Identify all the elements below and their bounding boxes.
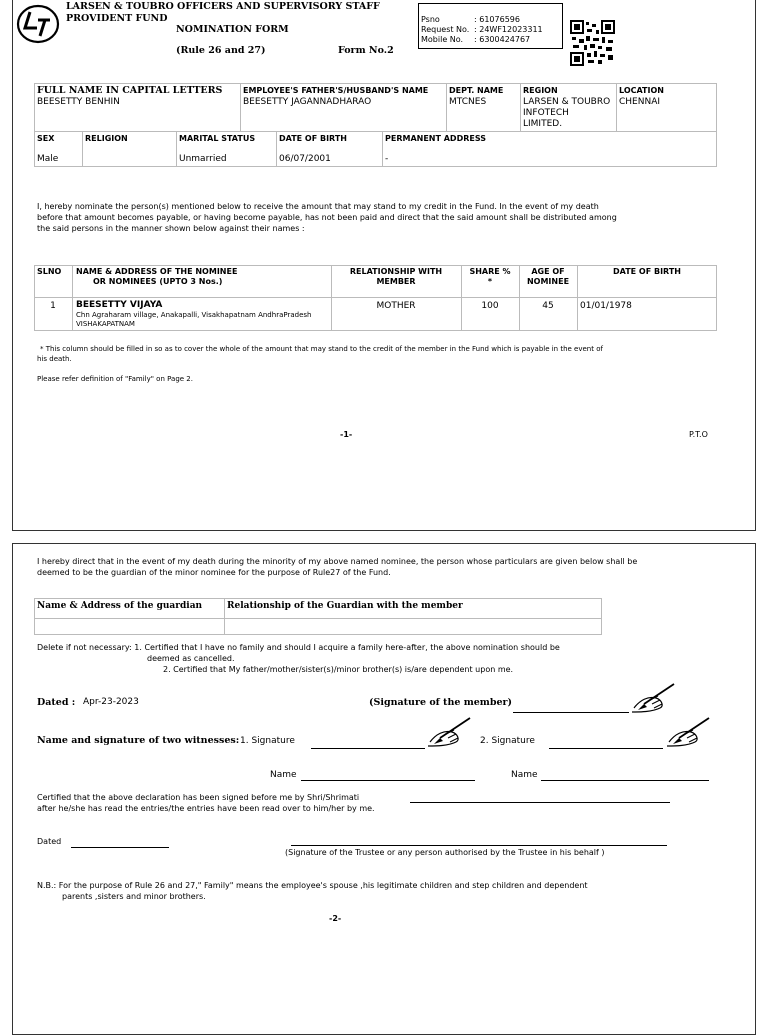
witness1-name-label: Name — [270, 770, 297, 780]
col-divider — [276, 131, 277, 167]
signature-pen-icon — [665, 716, 711, 748]
pto-label: P.T.O — [689, 430, 708, 439]
col-divider — [616, 83, 617, 131]
trustee-signature-line — [291, 845, 667, 846]
col-header-share-line2: * — [487, 277, 493, 286]
org-name-line1: LARSEN & TOUBRO OFFICERS AND SUPERVISORY STAFF — [66, 1, 380, 12]
request-label: Request No. — [421, 25, 470, 34]
page-number-1: -1- — [340, 430, 353, 439]
signature-pen-icon — [426, 716, 472, 748]
form-title: NOMINATION FORM — [176, 24, 289, 35]
religion-label: RELIGION — [85, 134, 128, 143]
witness2-name-label: Name — [511, 770, 538, 780]
nominee-address-line2: VISHAKAPATNAM — [76, 320, 135, 328]
col-header-age-line2: NOMINEE — [526, 277, 570, 286]
certification-line2: after he/she has read the entries/the entries have been read over to him/her by me. — [37, 804, 375, 813]
nb-note-line1: N.B.: For the purpose of Rule 26 and 27," Family" means the employee's spouse ,his legitimate children and step children and dependent — [37, 881, 588, 890]
marital-status-value: Unmarried — [179, 154, 227, 164]
declaration-line1: I, hereby nominate the person(s) mentioned below to receive the amount that may stand to my credit in the Fund. In the event of my death — [37, 202, 599, 211]
star-note-line1: * This column should be filled in so as to cover the whole of the amount that may stand to the credit of the member in the Fund which is payable in the event of — [40, 345, 603, 353]
row-divider — [34, 297, 717, 298]
row-divider — [34, 618, 602, 619]
region-line1: LARSEN & TOUBRO — [523, 97, 611, 107]
region-label: REGION — [523, 86, 558, 95]
col-header-name-line1: NAME & ADDRESS OF THE NOMINEE — [76, 267, 238, 276]
witness2-signature-line — [549, 748, 663, 749]
col-header-age-line1: AGE OF — [531, 267, 565, 276]
declaration-line2: before that amount becomes payable, or having become payable, has not been paid and direct that the said amount shall be distributed among — [37, 213, 617, 222]
nominee-dob: 01/01/1978 — [580, 301, 632, 311]
star-note-line2: his death. — [37, 355, 72, 363]
guardian-direction-line2: deemed to be the guardian of the minor nominee for the purpose of Rule27 of the Fund. — [37, 568, 391, 577]
dated2-line — [71, 847, 169, 848]
certification-name-line — [410, 802, 670, 803]
request-value: : 24WF12023311 — [474, 25, 543, 34]
location-label: LOCATION — [619, 86, 664, 95]
col-header-relationship-line2: MEMBER — [376, 277, 416, 286]
page-number-2: -2- — [329, 914, 342, 923]
mobile-value: : 6300424767 — [474, 35, 531, 44]
col-divider — [176, 131, 177, 167]
nominee-address-line1: Chn Agraharam village, Anakapalli, Visakhapatnam AndhraPradesh — [76, 311, 312, 319]
sex-value: Male — [37, 154, 59, 164]
full-name-label: FULL NAME IN CAPITAL LETTERS — [37, 85, 223, 96]
delete-note-line1: Delete if not necessary: 1. Certified that I have no family and should I acquire a family here-after, the above nomination should be — [37, 643, 560, 652]
location-value: CHENNAI — [619, 97, 661, 107]
nominee-slno: 1 — [50, 301, 56, 311]
mobile-label: Mobile No. — [421, 35, 464, 44]
qr-code-icon — [570, 20, 615, 66]
nb-note-line2: parents ,sisters and minor brothers. — [62, 892, 206, 901]
declaration-line3: the said persons in the manner shown below against their names : — [37, 224, 305, 233]
guardian-name-header: Name & Address of the guardian — [37, 601, 203, 611]
delete-note-line2: deemed as cancelled. — [147, 654, 235, 663]
region-line3: LIMITED. — [523, 119, 563, 129]
nominee-name: BEESETTY VIJAYA — [76, 300, 163, 310]
lt-logo — [16, 4, 60, 44]
address-label: PERMANENT ADDRESS — [385, 134, 486, 143]
col-header-relationship-line1: RELATIONSHIP WITH — [349, 267, 443, 276]
witness2-signature-label: 2. Signature — [480, 736, 535, 746]
rule-reference: (Rule 26 and 27) — [176, 45, 266, 56]
witnesses-label: Name and signature of two witnesses: — [37, 735, 240, 746]
witness1-name-line — [301, 780, 475, 781]
witness1-signature-label: 1. Signature — [240, 736, 295, 746]
nominee-share: 100 — [481, 301, 499, 311]
col-header-dob: DATE OF BIRTH — [613, 267, 681, 276]
col-divider — [240, 83, 241, 131]
col-divider — [520, 83, 521, 131]
dept-label: DEPT. NAME — [449, 86, 504, 95]
col-header-slno: SLNO — [37, 267, 62, 276]
dob-label: DATE OF BIRTH — [279, 134, 347, 143]
address-value: - — [385, 154, 389, 164]
guardian-direction-line1: I hereby direct that in the event of my death during the minority of my above named nominee, the person whose particulars are given below shall be — [37, 557, 638, 566]
dated-label: Dated : — [37, 697, 76, 708]
trustee-signature-label: (Signature of the Trustee or any person authorised by the Trustee in his behalf ) — [285, 848, 605, 857]
col-divider — [72, 265, 73, 331]
nominee-relationship: MOTHER — [376, 301, 416, 311]
signature-pen-icon — [630, 682, 676, 714]
nominee-age: 45 — [542, 301, 554, 311]
org-name-line2: PROVIDENT FUND — [66, 13, 168, 24]
col-header-name-line2: OR NOMINEES (UPTO 3 Nos.) — [93, 277, 223, 286]
father-name-label: EMPLOYEE'S FATHER'S/HUSBAND'S NAME — [243, 86, 429, 95]
father-name-value: BEESETTY JAGANNADHARAO — [243, 97, 372, 107]
marital-status-label: MARITAL STATUS — [179, 134, 256, 143]
col-divider — [224, 598, 225, 635]
witness1-signature-line — [311, 748, 425, 749]
col-divider — [446, 83, 447, 131]
full-name-value: BEESETTY BENHIN — [37, 97, 120, 107]
certification-line1: Certified that the above declaration has been signed before me by Shri/Shrimati — [37, 793, 360, 802]
witness2-name-line — [541, 780, 709, 781]
dept-value: MTCNES — [449, 97, 487, 107]
dob-value: 06/07/2001 — [279, 154, 331, 164]
col-divider — [382, 131, 383, 167]
sex-label: SEX — [37, 134, 55, 143]
form-number: Form No.2 — [338, 45, 394, 56]
guardian-relationship-header: Relationship of the Guardian with the member — [227, 601, 463, 611]
col-divider — [82, 131, 83, 167]
col-header-share-line1: SHARE % — [469, 267, 511, 276]
region-line2: INFOTECH — [523, 108, 569, 118]
family-reference-note: Please refer definition of "Family" on Page 2. — [37, 375, 193, 383]
dated2-label: Dated — [37, 837, 62, 846]
psno-value: : 61076596 — [474, 15, 520, 24]
member-signature-label: (Signature of the member) — [369, 697, 513, 708]
row-divider — [34, 131, 717, 132]
psno-label: Psno — [421, 15, 440, 24]
member-signature-line — [513, 712, 629, 713]
dated-value: Apr-23-2023 — [83, 697, 139, 707]
delete-note-line3: 2. Certified that My father/mother/sister(s)/minor brother(s) is/are dependent upon me. — [163, 665, 514, 674]
